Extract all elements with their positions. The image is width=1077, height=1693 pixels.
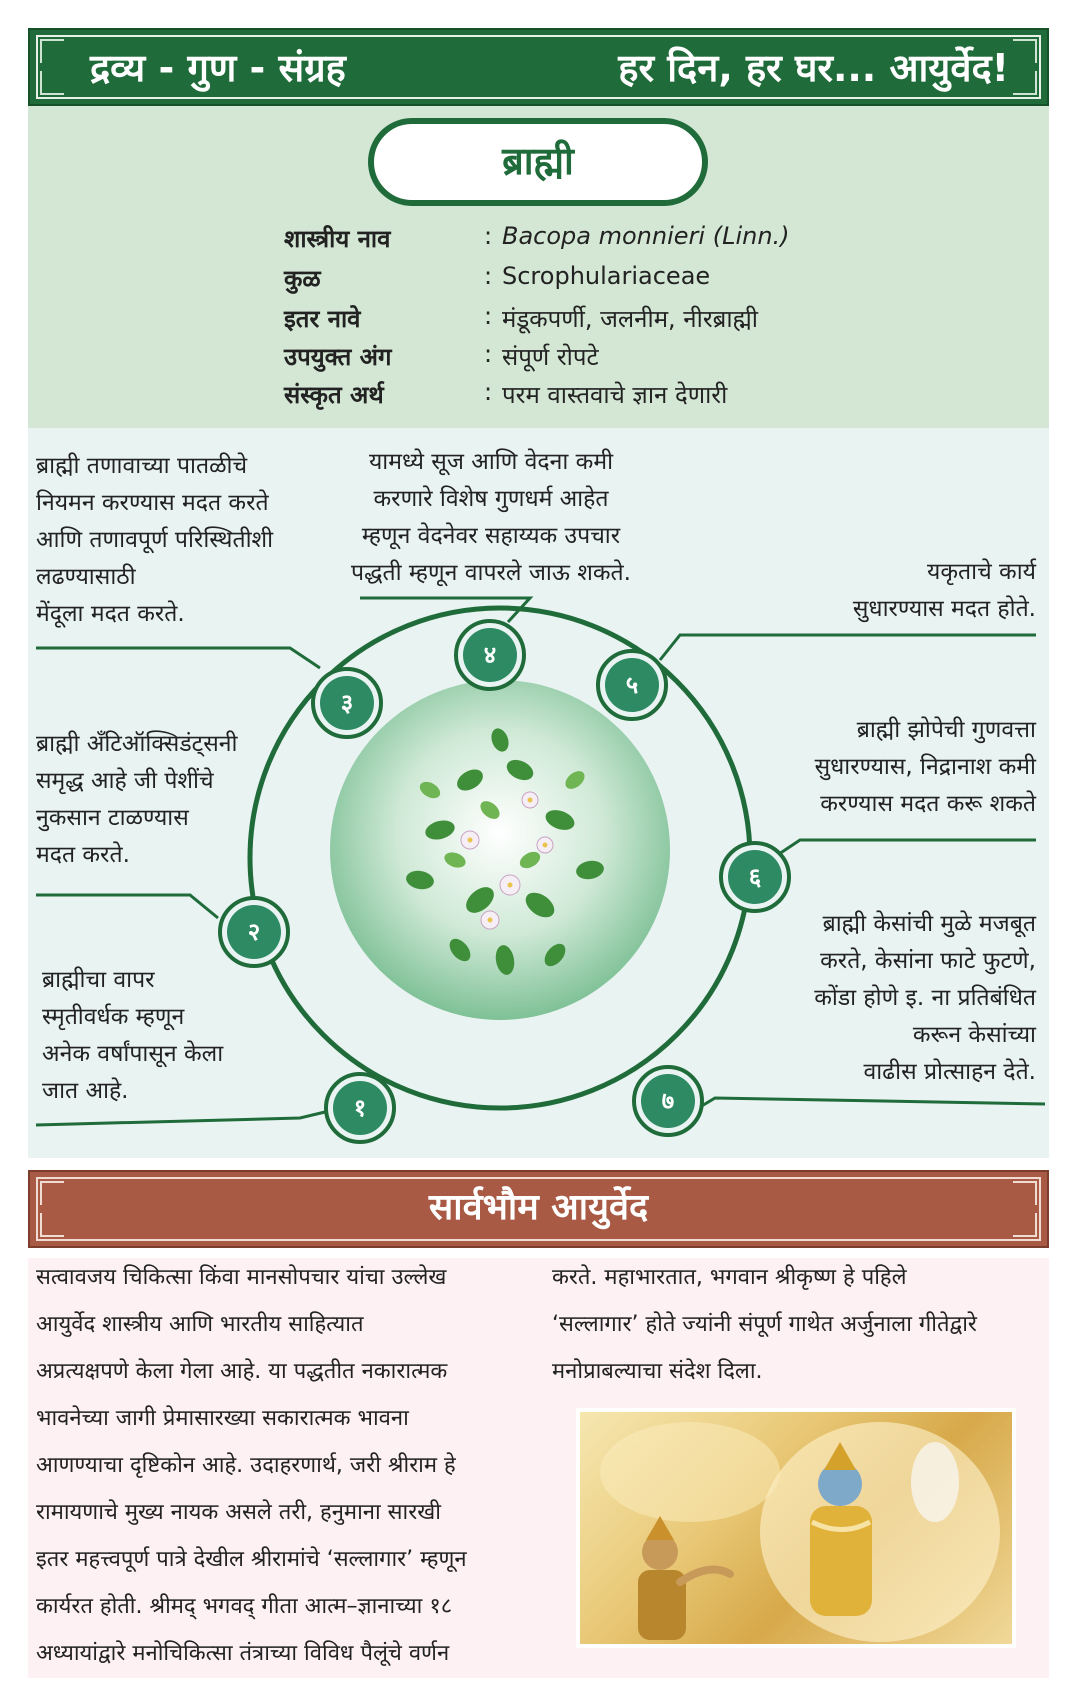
article-line: अध्यायांद्वारे मनोचिकित्सा तंत्राच्या विविध पैलूंचे वर्णन <box>36 1641 450 1666</box>
benefit-5-line: सुधारण्यास मदत होते. <box>852 596 1036 622</box>
plant-name-pill: ब्राह्मी <box>368 118 708 206</box>
field-value-useful-part: संपूर्ण रोपटे <box>502 343 599 371</box>
section-banner <box>28 1170 1049 1248</box>
benefit-7-line: ब्राह्मी केसांची मुळे मजबूत <box>822 911 1036 937</box>
article-line: कार्यरत होती. श्रीमद् भगवद् गीता आत्म–ज्ञानाच्या १८ <box>36 1594 453 1619</box>
article-line: अप्रत्यक्षपणे केला गेला आहे. या पद्धतीत नकारात्मक <box>36 1359 448 1384</box>
benefit-4-line: म्हणून वेदनेवर सहाय्यक उपचार <box>361 523 621 549</box>
benefit-2-text <box>36 726 238 874</box>
header-right-title: हर दिन, हर घर... आयुर्वेद! <box>618 46 1009 90</box>
benefit-2-line: समृद्ध आहे जी पेशींचे <box>36 768 214 794</box>
field-label-scientific-name: शास्त्रीय नाव <box>284 225 391 253</box>
field-colon: : <box>484 222 493 250</box>
field-colon: : <box>484 340 493 368</box>
benefit-3-line: नियमन करण्यास मदत करते <box>36 490 269 516</box>
article-line: सत्वावजय चिकित्सा किंवा मानसोपचार यांचा उल्लेख <box>36 1265 447 1290</box>
benefit-7-line: करते, केसांना फाटे फुटणे, <box>820 948 1036 974</box>
benefit-3-line: आणि तणावपूर्ण परिस्थितीशी <box>36 527 274 553</box>
field-label-sanskrit-meaning: संस्कृत अर्थ <box>284 381 384 409</box>
field-label-other-names: इतर नावे <box>284 305 361 333</box>
benefit-2-line: नुकसान टाळण्यास <box>36 805 189 831</box>
benefit-4-line: करणारे विशेष गुणधर्म आहेत <box>373 486 609 512</box>
benefit-1-line: जात आहे. <box>42 1078 129 1104</box>
benefit-3-text <box>36 448 273 633</box>
benefit-7-line: करून केसांच्या <box>912 1022 1036 1048</box>
benefit-2-line: ब्राह्मी अँटिऑक्सिडंट्सनी <box>36 731 238 757</box>
benefit-1-line: स्मृतीवर्धक म्हणून <box>42 1004 185 1030</box>
article-line: इतर महत्त्वपूर्ण पात्रे देखील श्रीरामांचे ‘सल्लागार’ म्हणून <box>36 1547 467 1572</box>
benefit-3-line: मेंदूला मदत करते. <box>36 601 185 627</box>
header-left-title: द्रव्य - गुण - संग्रह <box>90 46 346 90</box>
benefit-1-line: अनेक वर्षांपासून केला <box>42 1041 224 1067</box>
field-colon: : <box>484 302 493 330</box>
article-line: मनोप्राबल्याचा संदेश दिला. <box>552 1359 763 1384</box>
article-right-column <box>552 1254 1042 1395</box>
benefit-5-line: यकृताचे कार्य <box>927 559 1036 585</box>
krishna-arjuna-image <box>576 1408 1016 1648</box>
benefit-4-text <box>322 444 660 592</box>
benefit-6-line: ब्राह्मी झोपेची गुणवत्ता <box>856 717 1036 743</box>
benefit-3-line: ब्राह्मी तणावाच्या पातळीचे <box>36 453 248 479</box>
badge-number-4: ४ <box>483 641 497 669</box>
benefit-1-text <box>42 962 223 1110</box>
field-colon: : <box>484 378 493 406</box>
article-line: भावनेच्या जागी प्रेमासारख्या सकारात्मक भावना <box>36 1406 409 1431</box>
field-value-family: Scrophulariaceae <box>502 262 711 290</box>
benefit-6-line: सुधारण्यास, निद्रानाश कमी <box>814 754 1036 780</box>
benefit-6-text <box>700 712 1036 823</box>
badge-number-5: ५ <box>625 671 639 699</box>
badge-number-1: १ <box>353 1094 367 1122</box>
benefit-7-line: वाढीस प्रोत्साहन देते. <box>863 1059 1036 1085</box>
benefit-7-text <box>690 906 1036 1091</box>
benefit-7-line: कोंडा होणे इ. ना प्रतिबंधित <box>814 985 1036 1011</box>
benefit-3-line: लढण्यासाठी <box>36 564 136 590</box>
section-title: सार्वभौम आयुर्वेद <box>428 1187 649 1228</box>
field-label-family: कुळ <box>284 265 321 293</box>
field-value-scientific-name: Bacopa monnieri (Linn.) <box>502 222 790 250</box>
benefit-2-line: मदत करते. <box>36 842 130 868</box>
article-line: आणण्याचा दृष्टिकोन आहे. उदाहरणार्थ, जरी श्रीराम हे <box>36 1453 456 1478</box>
field-value-sanskrit-meaning: परम वास्तवाचे ज्ञान देणारी <box>502 381 728 409</box>
benefit-1-line: ब्राह्मीचा वापर <box>42 967 155 993</box>
benefit-4-line: यामध्ये सूज आणि वेदना कमी <box>368 449 614 475</box>
article-line: करते. महाभारतात, भगवान श्रीकृष्ण हे पहिले <box>552 1265 907 1290</box>
article-left-column <box>36 1254 536 1677</box>
field-colon: : <box>484 262 493 290</box>
krishna-arjuna-illustration <box>580 1412 1012 1644</box>
benefit-6-line: करण्यास मदत करू शकते <box>820 791 1036 817</box>
badge-number-2: २ <box>247 918 261 946</box>
benefit-4-line: पद्धती म्हणून वापरले जाऊ शकते. <box>351 560 631 586</box>
badge-number-6: ६ <box>748 863 762 891</box>
article-line: आयुर्वेद शास्त्रीय आणि भारतीय साहित्यात <box>36 1312 364 1337</box>
field-label-useful-part: उपयुक्त अंग <box>284 343 392 371</box>
article-line: रामायणाचे मुख्य नायक असले तरी, हनुमाना सारखी <box>36 1500 441 1525</box>
field-value-other-names: मंडूकपर्णी, जलनीम, नीरब्राह्मी <box>502 305 759 333</box>
article-line: ‘सल्लागार’ होते ज्यांनी संपूर्ण गाथेत अर्जुनाला गीतेद्वारे <box>552 1312 977 1337</box>
badge-number-3: ३ <box>340 689 354 717</box>
benefit-5-text <box>700 554 1036 628</box>
badge-number-7: ७ <box>661 1087 675 1115</box>
